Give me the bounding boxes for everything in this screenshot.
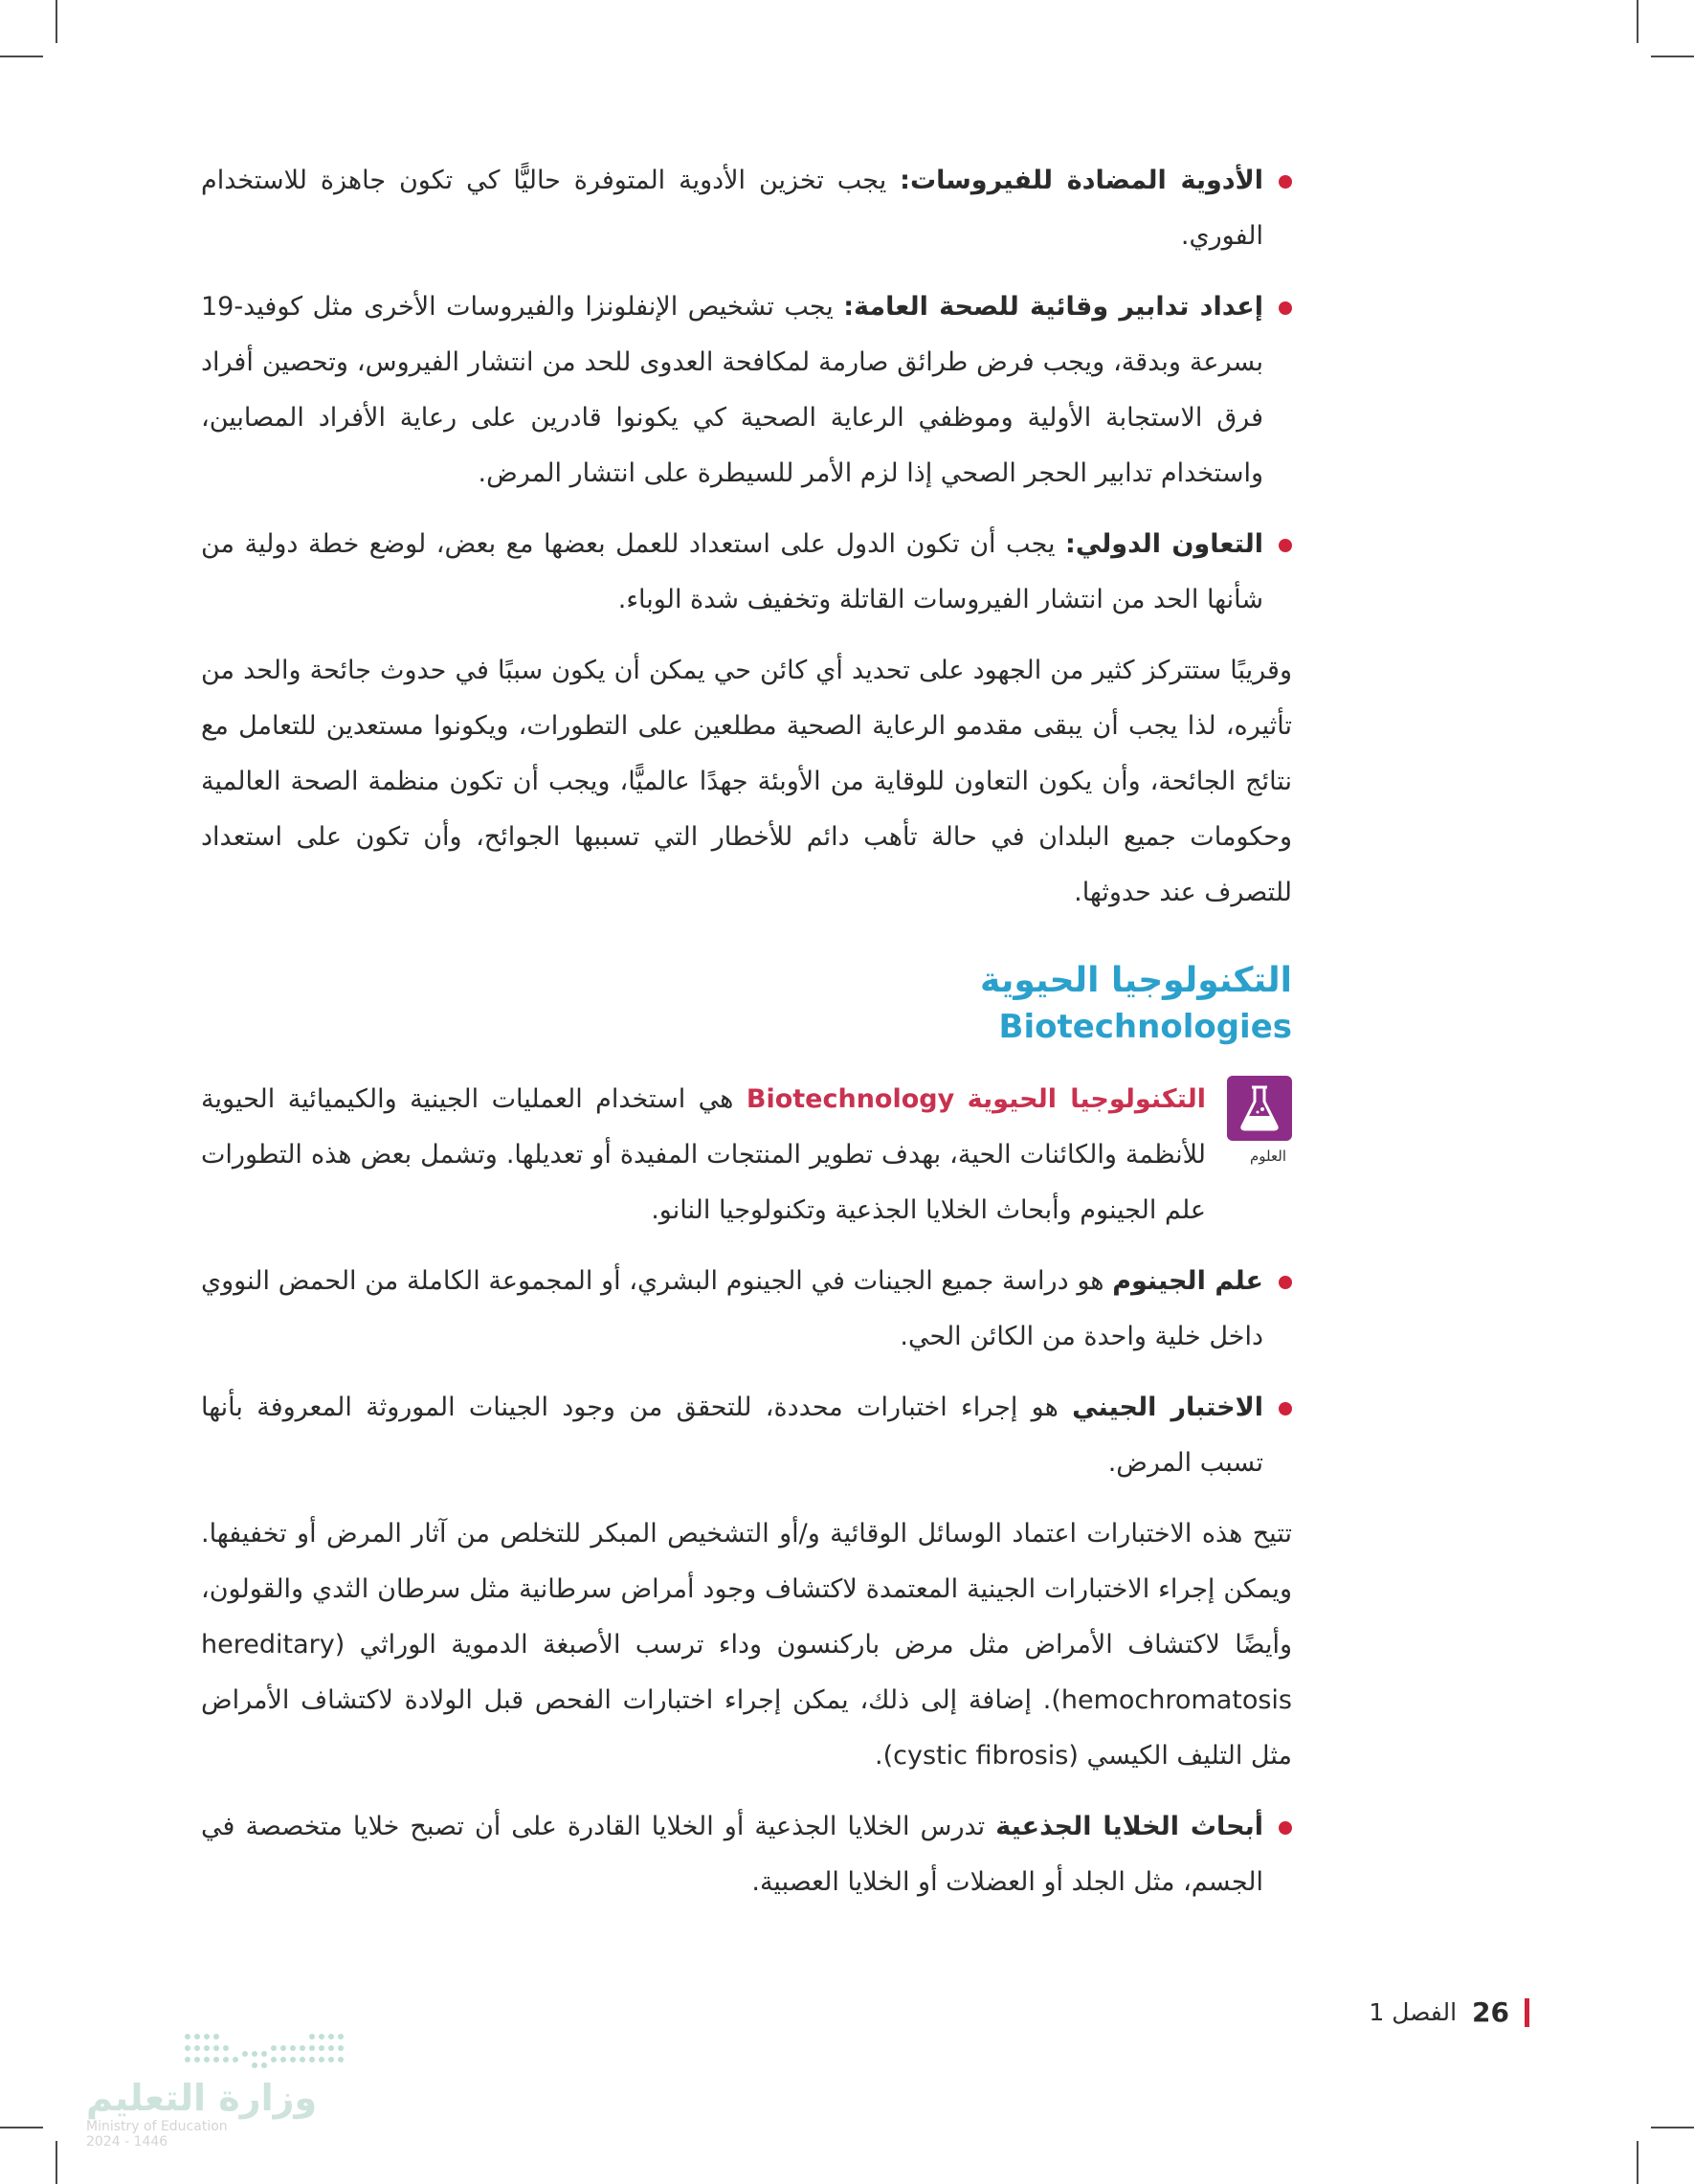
crop-mark (0, 56, 43, 57)
bullet-item (201, 1254, 1292, 1365)
crop-mark (1651, 56, 1694, 57)
bullet-text: تدرس الخلايا الجذعية أو الخلايا القادرة على أن تصبح خلايا متخصصة في الجسم، مثل الجلد أو العضلات أو الخلايا العصبية. (201, 1812, 1263, 1897)
bullet-term: الاختبار الجيني (1072, 1393, 1263, 1422)
bullet-term: الأدوية المضادة للفيروسات: (900, 166, 1263, 195)
science-flask-icon (1227, 1076, 1292, 1141)
bullet-item (201, 279, 1292, 501)
definition-term-english: Biotechnology (746, 1084, 955, 1114)
ministry-dots-icon (182, 2029, 354, 2077)
bullet-text: يجب تشخيص الإنفلونزا والفيروسات الأخرى مثل كوفيد-19 بسرعة وبدقة، ويجب فرض طرائق صارمة لمكافحة العدوى للحد من انتشار الفيروس، وتحصين أفراد فرق الاستجابة الأولية وموظفي الرعاية الصحية كي يكونوا قادرين على رعاية الأفراد المصابين، واستخدام تدابير الحجر الصحي إذا لزم الأمر للسيطرة على انتشار المرض. (201, 292, 1263, 488)
crop-mark (56, 0, 57, 43)
page-number: 26 (1472, 1996, 1509, 2028)
chapter-label: الفصل 1 (1369, 1998, 1458, 2026)
section-heading-arabic: التكنولوجيا الحيوية (980, 961, 1292, 1000)
bullet-term: التعاون الدولي: (1065, 529, 1264, 559)
footer-accent-bar (1525, 1998, 1529, 2027)
bullet-text: يجب أن تكون الدول على استعداد للعمل بعضها مع بعض، لوضع خطة دولية من شأنها الحد من انتشار الفيروسات القاتلة وتخفيف شدة الوباء. (201, 529, 1263, 614)
bullet-dot (1279, 1276, 1292, 1289)
bullet-dot (1279, 539, 1292, 552)
bullet-text: هو إجراء اختبارات محددة، للتحقق من وجود الجينات الموروثة المعروفة بأنها تسبب المرض. (201, 1393, 1263, 1478)
ministry-logo (86, 2029, 354, 2150)
ministry-year: 2024 - 1446 (86, 2134, 168, 2150)
bullet-item (201, 517, 1292, 628)
crop-mark (1651, 2127, 1694, 2128)
bullet-item (201, 153, 1292, 264)
ministry-name-arabic: وزارة التعليم (86, 2077, 318, 2119)
bullet-dot (1279, 301, 1292, 315)
crop-mark (1637, 0, 1638, 43)
bullet-dot (1279, 175, 1292, 189)
bullet-item (201, 1380, 1292, 1491)
bullet-text: هو دراسة جميع الجينات في الجينوم البشري، أو المجموعة الكاملة من الحمض النووي داخل خلية واحدة من الكائن الحي. (201, 1266, 1263, 1351)
crop-mark (1637, 2141, 1638, 2184)
bullet-term: إعداد تدابير وقائية للصحة العامة: (843, 292, 1263, 322)
crop-mark (56, 2141, 57, 2184)
page-content (201, 153, 1292, 1926)
bullet-term: أبحاث الخلايا الجذعية (995, 1812, 1263, 1841)
body-paragraph: تتيح هذه الاختبارات اعتماد الوسائل الوقائية و/أو التشخيص المبكر للتخلص من آثار المرض أو تخفيفها. ويمكن إجراء الاختبارات الجينية المعتمدة لاكتشاف وجود أمراض سرطانية مثل سرطان الثدي والقولون، وأيضًا لاكتشاف الأمراض مثل مرض باركنسون وداء ترسب الأصبغة الدموية الوراثي (hereditary hemochromatosis). إضافة إلى ذلك، يمكن إجراء اختبارات الفحص قبل الولادة لاكتشاف الأمراض مثل التليف الكيسي (cystic fibrosis). (201, 1519, 1292, 1771)
bullet-dot (1279, 1402, 1292, 1415)
bullet-item (201, 1799, 1292, 1910)
definition-text: هي استخدام العمليات الجينية والكيميائية الحيوية للأنظمة والكائنات الحية، بهدف تطوير المنتجات المفيدة أو تعديلها. وتشمل بعض هذه التطورات علم الجينوم وأبحاث الخلايا الجذعية وتكنولوجيا النانو. (201, 1084, 1206, 1225)
science-badge-label: العلوم (1250, 1148, 1286, 1165)
bullet-text: يجب تخزين الأدوية المتوفرة حاليًّا كي تكون جاهزة للاستخدام الفوري. (201, 166, 1263, 251)
page-footer (1369, 1996, 1529, 2028)
definition-block (201, 1072, 1292, 1238)
bullet-term: علم الجينوم (1112, 1266, 1263, 1296)
crop-mark (0, 2127, 43, 2128)
bullet-dot (1279, 1821, 1292, 1835)
section-heading-english: Biotechnologies (998, 1008, 1292, 1046)
definition-term: التكنولوجيا الحيوية (967, 1084, 1206, 1114)
ministry-name-english: Ministry of Education (86, 2119, 228, 2134)
body-paragraph: وقريبًا ستتركز كثير من الجهود على تحديد أي كائن حي يمكن أن يكون سببًا في حدوث جائحة والحد من تأثيره، لذا يجب أن يبقى مقدمو الرعاية الصحية مطلعين على التطورات، ويكونوا مستعدين للتعامل مع نتائج الجائحة، وأن يكون التعاون للوقاية من الأوبئة جهدًا عالميًّا، ويجب أن تكون منظمة الصحة العالمية وحكومات جميع البلدان في حالة تأهب دائم للأخطار التي تسببها الجوائح، وأن تكون على استعداد للتصرف عند حدوثها. (201, 656, 1292, 907)
